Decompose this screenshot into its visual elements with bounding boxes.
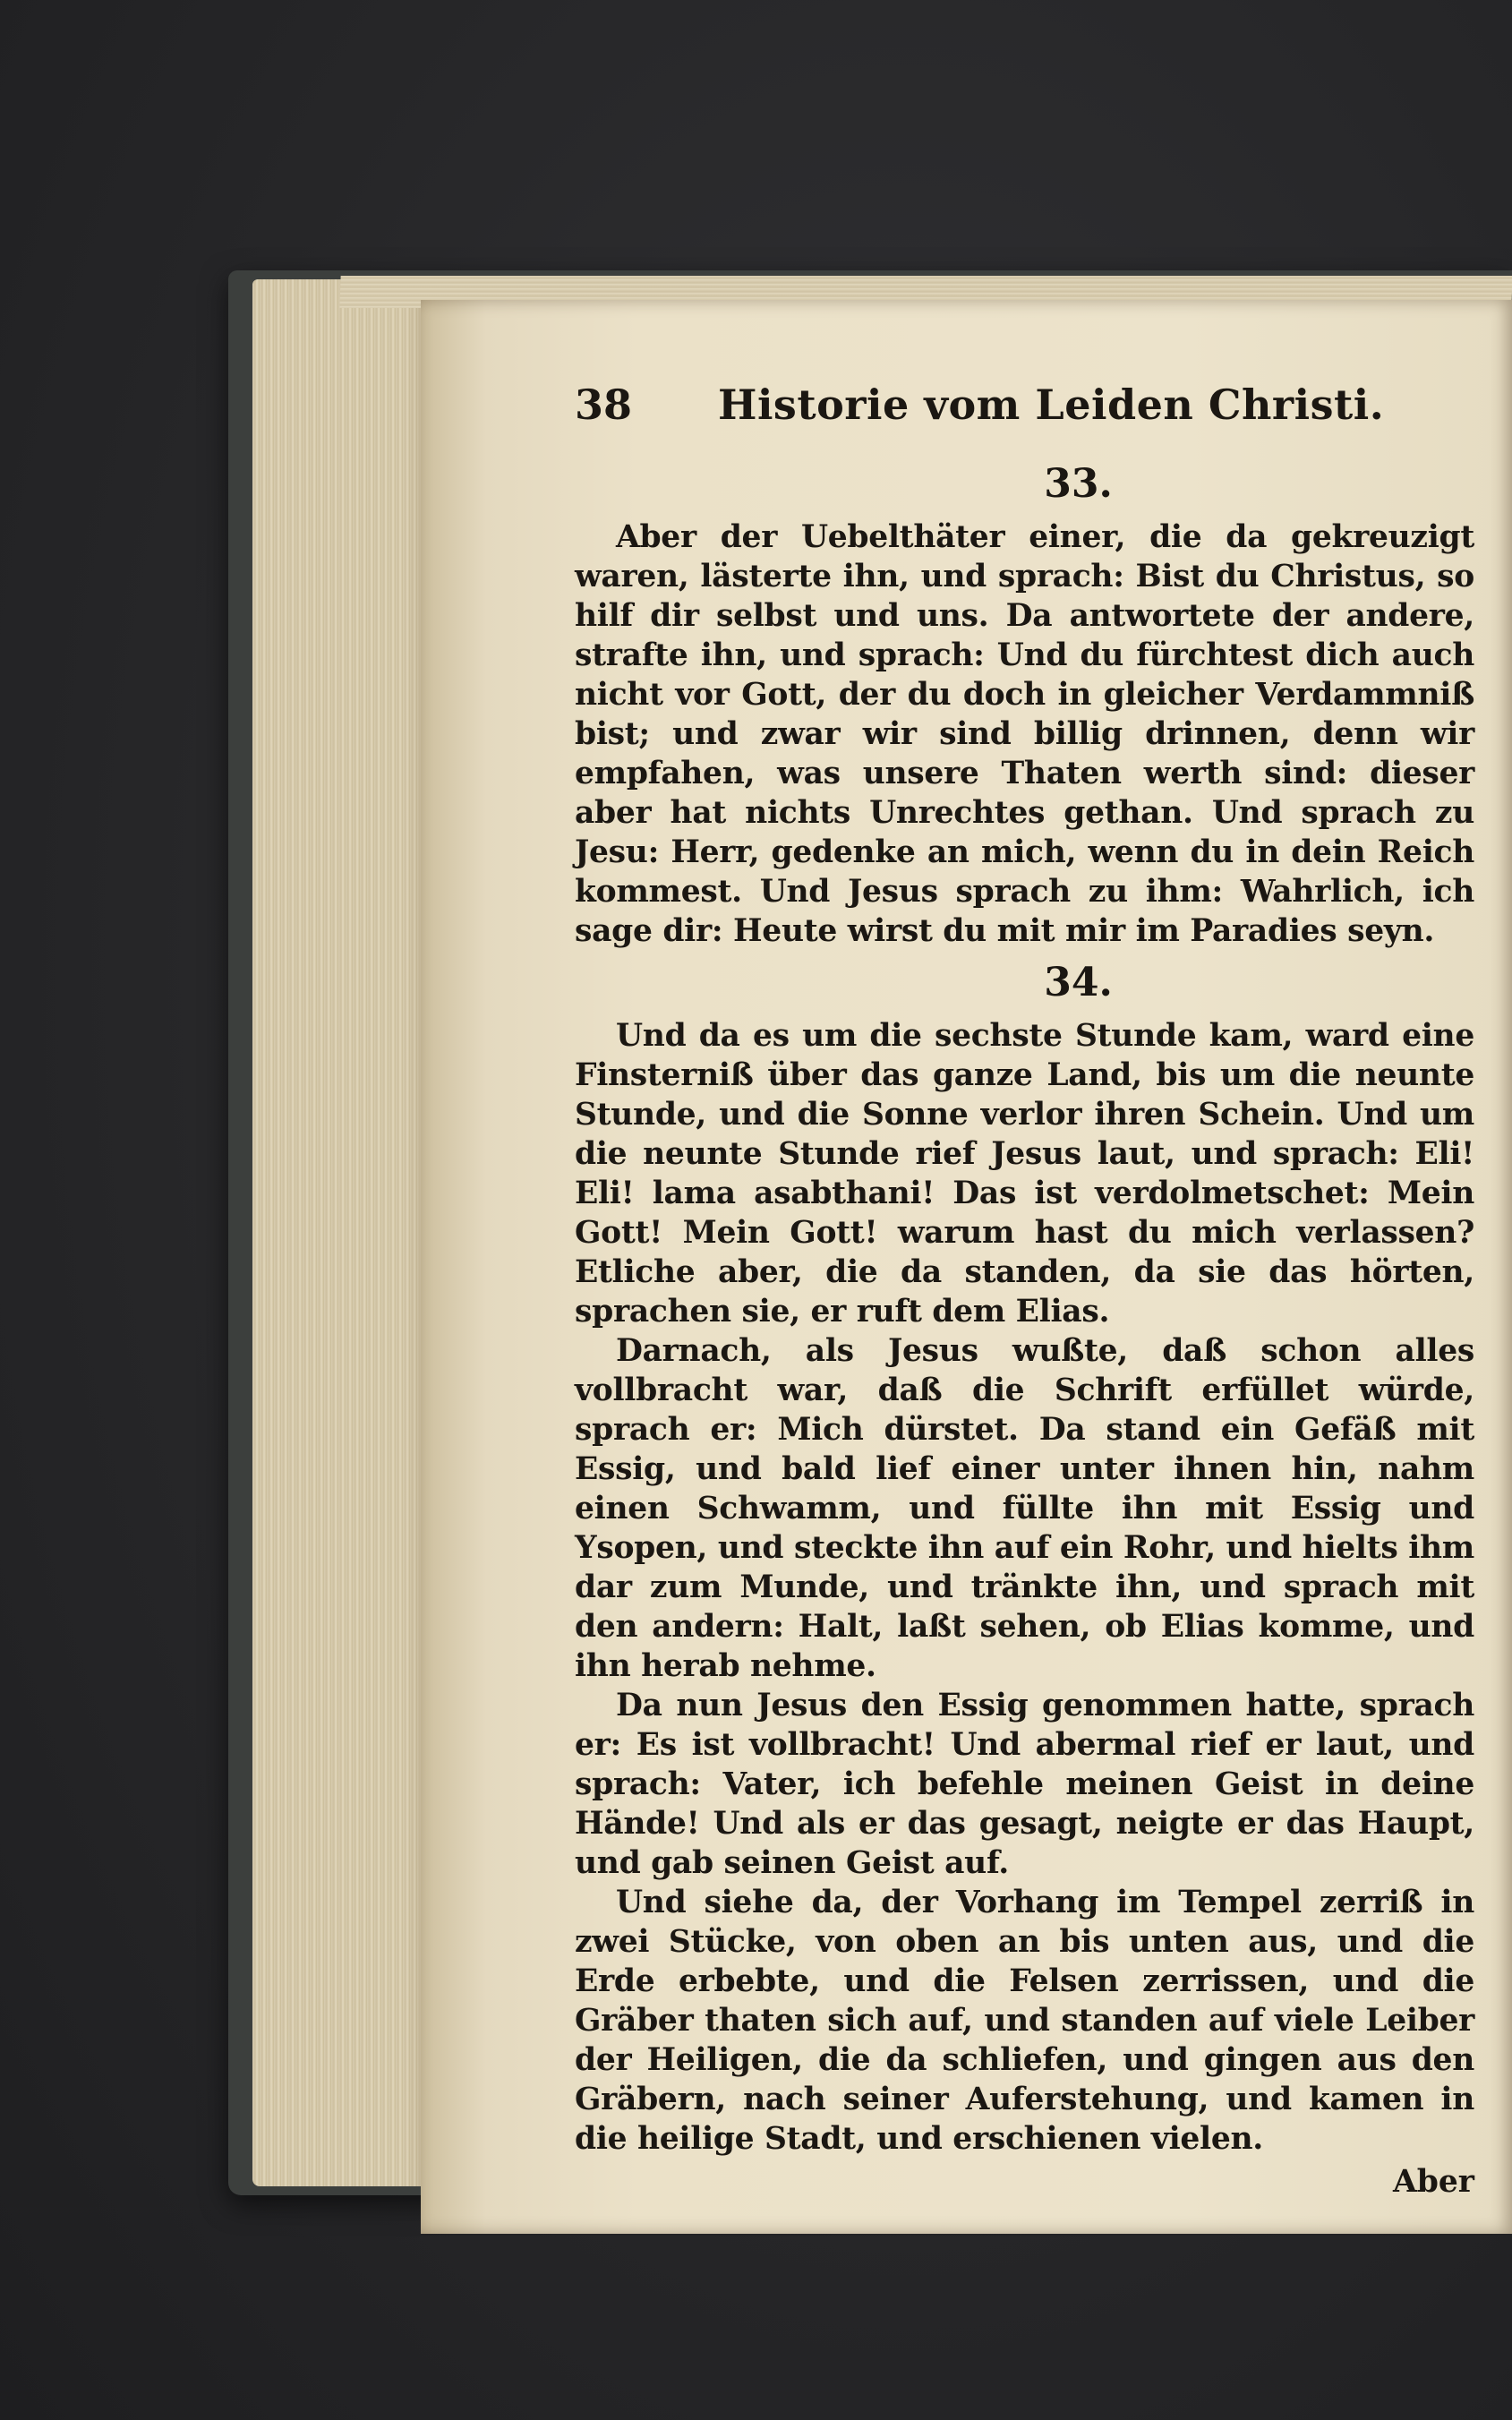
paragraph: Da nun Jesus den Essig genommen hatte, sprach er: Es ist vollbracht! Und abermal rief er laut, und sprach: Vater, ich befehle meinen Geist in deine Hände! Und als er das gesagt, neigte er das Haupt, und gab seinen Geist auf. bbox=[575, 1688, 1474, 1881]
section-33 bbox=[575, 461, 1474, 951]
running-title: Historie vom Leiden Christi. bbox=[718, 381, 1385, 429]
paragraph: Aber der Uebelthäter einer, die da gekreuzigt waren, lästerte ihn, und sprach: Bist du Christus, so hilf dir selbst und uns. Da antwortete der andere, strafte ihn, und sprach: Und du fürchtest dich auch nicht vor Gott, der du doch in gleicher Verdammniß bist; und zwar wir sind billig drinnen, denn wir empfahen, was unsere Thaten werth sind: dieser aber hat nichts Unrechtes gethan. Und sprach zu Jesu: Herr, gedenke an mich, wenn du in dein Reich kommest. Und Jesus sprach zu ihm: Wahrlich, ich sage dir: Heute wirst du mit mir im Paradies seyn. bbox=[575, 519, 1474, 949]
paragraph: Darnach, als Jesus wußte, daß schon alles vollbracht war, daß die Schrift erfüllet würde, sprach er: Mich dürstet. Da stand ein Gefäß mit Essig, und bald lief einer unter ihnen hin, nahm einen Schwamm, und füllte ihn mit Essig und Ysopen, und steckte ihn auf ein Rohr, und hielts ihm dar zum Munde, und tränkte ihn, und sprach mit den andern: Halt, laßt sehen, ob Elias komme, und ihn herab nehme. bbox=[575, 1333, 1474, 1684]
paragraph: Und da es um die sechste Stunde kam, ward eine Finsterniß über das ganze Land, bis um die neunte Stunde, und die Sonne verlor ihren Schein. Und um die neunte Stunde rief Jesus laut, und sprach: Eli! Eli! lama asabthani! Das ist verdolmetschet: Mein Gott! Mein Gott! warum hast du mich verlassen? Etliche aber, die da standen, da sie das hörten, sprachen sie, er ruft dem Elias. bbox=[575, 1018, 1474, 1330]
paragraph: Und siehe da, der Vorhang im Tempel zerriß in zwei Stücke, von oben an bis unten aus, und die Erde erbebte, und die Felsen zerrissen, und die Gräber thaten sich auf, und standen auf viele Leiber der Heiligen, die da schliefen, und gingen aus den Gräbern, nach seiner Auferstehung, und kamen in die heilige Stadt, und erschienen vielen. bbox=[575, 1885, 1474, 2157]
section-number: 33. bbox=[1044, 461, 1113, 507]
catchword: Aber bbox=[1392, 2164, 1474, 2200]
text-block bbox=[575, 381, 1474, 2200]
section-34 bbox=[575, 960, 1474, 2159]
running-head bbox=[575, 381, 1474, 452]
page-number: 38 bbox=[575, 381, 633, 429]
section-number: 34. bbox=[1044, 960, 1113, 1005]
book-page bbox=[421, 300, 1512, 2234]
